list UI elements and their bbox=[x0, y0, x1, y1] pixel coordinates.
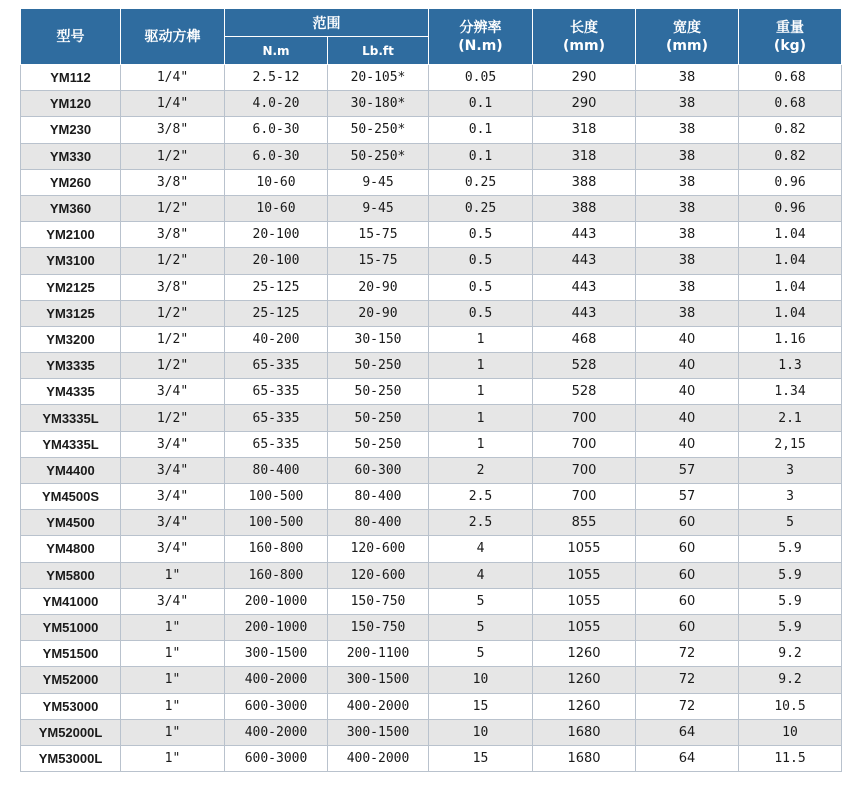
cell-weight: 2,15 bbox=[739, 431, 842, 457]
cell-range-nm: 160-800 bbox=[225, 536, 328, 562]
torque-wrench-spec-table bbox=[20, 8, 842, 772]
cell-width: 40 bbox=[636, 379, 739, 405]
cell-weight: 5 bbox=[739, 510, 842, 536]
cell-weight: 0.68 bbox=[739, 65, 842, 91]
cell-range-lbft: 400-2000 bbox=[328, 693, 429, 719]
cell-weight: 1.04 bbox=[739, 222, 842, 248]
cell-resolution: 1 bbox=[429, 379, 533, 405]
cell-range-nm: 10-60 bbox=[225, 169, 328, 195]
cell-range-lbft: 50-250 bbox=[328, 405, 429, 431]
cell-weight: 10 bbox=[739, 719, 842, 745]
header-weight bbox=[739, 9, 842, 65]
cell-range-nm: 600-3000 bbox=[225, 693, 328, 719]
header-model: 型号 bbox=[21, 9, 121, 65]
cell-range-lbft: 15-75 bbox=[328, 222, 429, 248]
cell-range-lbft: 80-400 bbox=[328, 484, 429, 510]
cell-drive: 3/8" bbox=[121, 117, 225, 143]
cell-length: 528 bbox=[533, 379, 636, 405]
cell-length: 700 bbox=[533, 431, 636, 457]
cell-range-nm: 400-2000 bbox=[225, 667, 328, 693]
cell-model: YM4400 bbox=[21, 457, 121, 483]
cell-weight: 2.1 bbox=[739, 405, 842, 431]
cell-drive: 3/8" bbox=[121, 169, 225, 195]
table-row bbox=[21, 641, 842, 667]
cell-width: 38 bbox=[636, 274, 739, 300]
cell-range-nm: 100-500 bbox=[225, 484, 328, 510]
header-length-unit: (mm) bbox=[563, 37, 605, 54]
cell-length: 855 bbox=[533, 510, 636, 536]
cell-drive: 1" bbox=[121, 614, 225, 640]
cell-drive: 1/4" bbox=[121, 65, 225, 91]
cell-range-nm: 300-1500 bbox=[225, 641, 328, 667]
cell-weight: 5.9 bbox=[739, 562, 842, 588]
cell-width: 40 bbox=[636, 431, 739, 457]
table-row bbox=[21, 222, 842, 248]
cell-resolution: 15 bbox=[429, 745, 533, 771]
cell-resolution: 0.5 bbox=[429, 274, 533, 300]
cell-length: 318 bbox=[533, 143, 636, 169]
cell-length: 290 bbox=[533, 91, 636, 117]
cell-length: 468 bbox=[533, 326, 636, 352]
cell-model: YM5800 bbox=[21, 562, 121, 588]
cell-range-lbft: 150-750 bbox=[328, 614, 429, 640]
cell-range-lbft: 150-750 bbox=[328, 588, 429, 614]
cell-drive: 3/4" bbox=[121, 457, 225, 483]
header-width-unit: (mm) bbox=[666, 37, 708, 54]
cell-range-nm: 160-800 bbox=[225, 562, 328, 588]
table-row bbox=[21, 353, 842, 379]
cell-model: YM230 bbox=[21, 117, 121, 143]
cell-weight: 1.04 bbox=[739, 248, 842, 274]
table-row bbox=[21, 195, 842, 221]
cell-resolution: 1 bbox=[429, 431, 533, 457]
cell-range-lbft: 300-1500 bbox=[328, 667, 429, 693]
cell-resolution: 5 bbox=[429, 641, 533, 667]
cell-weight: 5.9 bbox=[739, 536, 842, 562]
cell-model: YM52000 bbox=[21, 667, 121, 693]
cell-length: 528 bbox=[533, 353, 636, 379]
cell-model: YM4335L bbox=[21, 431, 121, 457]
table-row bbox=[21, 326, 842, 352]
cell-weight: 0.96 bbox=[739, 195, 842, 221]
cell-width: 38 bbox=[636, 169, 739, 195]
cell-range-lbft: 30-180* bbox=[328, 91, 429, 117]
cell-model: YM3125 bbox=[21, 300, 121, 326]
cell-resolution: 0.1 bbox=[429, 117, 533, 143]
header-resolution-label: 分辨率 bbox=[459, 19, 502, 36]
cell-drive: 1/2" bbox=[121, 300, 225, 326]
cell-weight: 1.16 bbox=[739, 326, 842, 352]
cell-resolution: 1 bbox=[429, 353, 533, 379]
cell-length: 443 bbox=[533, 300, 636, 326]
cell-weight: 3 bbox=[739, 484, 842, 510]
cell-length: 443 bbox=[533, 222, 636, 248]
cell-width: 38 bbox=[636, 143, 739, 169]
cell-resolution: 15 bbox=[429, 693, 533, 719]
cell-model: YM41000 bbox=[21, 588, 121, 614]
cell-drive: 3/4" bbox=[121, 510, 225, 536]
cell-model: YM4500S bbox=[21, 484, 121, 510]
cell-range-nm: 20-100 bbox=[225, 248, 328, 274]
cell-drive: 1" bbox=[121, 562, 225, 588]
cell-weight: 9.2 bbox=[739, 667, 842, 693]
cell-range-nm: 40-200 bbox=[225, 326, 328, 352]
cell-length: 1055 bbox=[533, 562, 636, 588]
cell-resolution: 4 bbox=[429, 562, 533, 588]
table-row bbox=[21, 693, 842, 719]
cell-range-nm: 400-2000 bbox=[225, 719, 328, 745]
table-row bbox=[21, 484, 842, 510]
cell-width: 38 bbox=[636, 91, 739, 117]
cell-resolution: 0.25 bbox=[429, 169, 533, 195]
cell-width: 64 bbox=[636, 745, 739, 771]
cell-range-nm: 600-3000 bbox=[225, 745, 328, 771]
table-row bbox=[21, 169, 842, 195]
cell-model: YM330 bbox=[21, 143, 121, 169]
cell-drive: 3/8" bbox=[121, 274, 225, 300]
cell-model: YM112 bbox=[21, 65, 121, 91]
cell-model: YM260 bbox=[21, 169, 121, 195]
header-width-label: 宽度 bbox=[673, 19, 701, 36]
table-body bbox=[21, 65, 842, 772]
cell-drive: 1" bbox=[121, 693, 225, 719]
table-row bbox=[21, 65, 842, 91]
cell-range-nm: 80-400 bbox=[225, 457, 328, 483]
cell-width: 64 bbox=[636, 719, 739, 745]
header-resolution-unit: (N.m) bbox=[458, 37, 503, 54]
cell-range-nm: 25-125 bbox=[225, 274, 328, 300]
cell-drive: 1" bbox=[121, 745, 225, 771]
cell-width: 57 bbox=[636, 484, 739, 510]
cell-resolution: 10 bbox=[429, 719, 533, 745]
cell-range-lbft: 20-105* bbox=[328, 65, 429, 91]
table-row bbox=[21, 510, 842, 536]
cell-range-lbft: 200-1100 bbox=[328, 641, 429, 667]
cell-range-nm: 20-100 bbox=[225, 222, 328, 248]
table-row bbox=[21, 91, 842, 117]
cell-length: 1055 bbox=[533, 588, 636, 614]
cell-range-lbft: 20-90 bbox=[328, 300, 429, 326]
cell-weight: 11.5 bbox=[739, 745, 842, 771]
cell-drive: 3/4" bbox=[121, 484, 225, 510]
cell-length: 388 bbox=[533, 169, 636, 195]
cell-model: YM3335L bbox=[21, 405, 121, 431]
header-length-label: 长度 bbox=[570, 19, 598, 36]
table-row bbox=[21, 300, 842, 326]
cell-model: YM360 bbox=[21, 195, 121, 221]
cell-range-nm: 6.0-30 bbox=[225, 143, 328, 169]
cell-range-nm: 6.0-30 bbox=[225, 117, 328, 143]
cell-length: 1680 bbox=[533, 719, 636, 745]
cell-model: YM52000L bbox=[21, 719, 121, 745]
cell-length: 318 bbox=[533, 117, 636, 143]
cell-drive: 1" bbox=[121, 719, 225, 745]
table-row bbox=[21, 379, 842, 405]
cell-resolution: 0.5 bbox=[429, 222, 533, 248]
cell-range-lbft: 50-250* bbox=[328, 143, 429, 169]
header-resolution bbox=[429, 9, 533, 65]
cell-range-nm: 65-335 bbox=[225, 379, 328, 405]
table-row bbox=[21, 614, 842, 640]
cell-width: 60 bbox=[636, 510, 739, 536]
table-row bbox=[21, 117, 842, 143]
table-row bbox=[21, 274, 842, 300]
cell-resolution: 5 bbox=[429, 614, 533, 640]
cell-width: 57 bbox=[636, 457, 739, 483]
cell-model: YM2100 bbox=[21, 222, 121, 248]
table-header bbox=[21, 9, 842, 65]
cell-width: 72 bbox=[636, 693, 739, 719]
cell-range-lbft: 50-250 bbox=[328, 431, 429, 457]
cell-width: 40 bbox=[636, 326, 739, 352]
cell-weight: 1.34 bbox=[739, 379, 842, 405]
cell-resolution: 0.1 bbox=[429, 91, 533, 117]
cell-resolution: 0.25 bbox=[429, 195, 533, 221]
cell-width: 40 bbox=[636, 405, 739, 431]
cell-range-nm: 65-335 bbox=[225, 353, 328, 379]
table-row bbox=[21, 536, 842, 562]
cell-resolution: 2 bbox=[429, 457, 533, 483]
cell-resolution: 1 bbox=[429, 405, 533, 431]
cell-model: YM3200 bbox=[21, 326, 121, 352]
header-weight-label: 重量 bbox=[776, 19, 804, 36]
cell-range-lbft: 400-2000 bbox=[328, 745, 429, 771]
cell-length: 1260 bbox=[533, 641, 636, 667]
cell-width: 60 bbox=[636, 536, 739, 562]
cell-weight: 0.82 bbox=[739, 143, 842, 169]
cell-model: YM3335 bbox=[21, 353, 121, 379]
cell-width: 40 bbox=[636, 353, 739, 379]
table-row bbox=[21, 719, 842, 745]
cell-length: 388 bbox=[533, 195, 636, 221]
cell-drive: 3/4" bbox=[121, 431, 225, 457]
cell-model: YM53000 bbox=[21, 693, 121, 719]
cell-resolution: 0.1 bbox=[429, 143, 533, 169]
cell-length: 290 bbox=[533, 65, 636, 91]
cell-drive: 1/2" bbox=[121, 326, 225, 352]
cell-model: YM51500 bbox=[21, 641, 121, 667]
table-row bbox=[21, 143, 842, 169]
cell-range-nm: 2.5-12 bbox=[225, 65, 328, 91]
cell-length: 443 bbox=[533, 274, 636, 300]
cell-range-lbft: 120-600 bbox=[328, 536, 429, 562]
cell-model: YM120 bbox=[21, 91, 121, 117]
cell-drive: 1/2" bbox=[121, 248, 225, 274]
cell-weight: 1.04 bbox=[739, 274, 842, 300]
cell-drive: 1/2" bbox=[121, 195, 225, 221]
cell-model: YM53000L bbox=[21, 745, 121, 771]
cell-length: 700 bbox=[533, 484, 636, 510]
cell-width: 60 bbox=[636, 562, 739, 588]
cell-model: YM3100 bbox=[21, 248, 121, 274]
cell-range-nm: 100-500 bbox=[225, 510, 328, 536]
cell-width: 60 bbox=[636, 614, 739, 640]
cell-length: 700 bbox=[533, 405, 636, 431]
cell-length: 1055 bbox=[533, 614, 636, 640]
cell-range-lbft: 50-250 bbox=[328, 353, 429, 379]
cell-model: YM51000 bbox=[21, 614, 121, 640]
cell-drive: 3/4" bbox=[121, 379, 225, 405]
cell-range-lbft: 50-250 bbox=[328, 379, 429, 405]
cell-resolution: 0.5 bbox=[429, 300, 533, 326]
cell-weight: 0.96 bbox=[739, 169, 842, 195]
cell-drive: 1/2" bbox=[121, 143, 225, 169]
header-drive: 驱动方榫 bbox=[121, 9, 225, 65]
header-range-lbft: Lb.ft bbox=[328, 37, 429, 65]
cell-range-nm: 25-125 bbox=[225, 300, 328, 326]
cell-model: YM4800 bbox=[21, 536, 121, 562]
cell-width: 38 bbox=[636, 300, 739, 326]
cell-length: 1260 bbox=[533, 693, 636, 719]
cell-range-lbft: 50-250* bbox=[328, 117, 429, 143]
cell-width: 38 bbox=[636, 222, 739, 248]
cell-drive: 3/4" bbox=[121, 588, 225, 614]
cell-resolution: 0.5 bbox=[429, 248, 533, 274]
cell-range-nm: 65-335 bbox=[225, 431, 328, 457]
cell-resolution: 4 bbox=[429, 536, 533, 562]
table-row bbox=[21, 457, 842, 483]
cell-resolution: 10 bbox=[429, 667, 533, 693]
header-width bbox=[636, 9, 739, 65]
cell-range-nm: 200-1000 bbox=[225, 614, 328, 640]
cell-model: YM4335 bbox=[21, 379, 121, 405]
cell-range-nm: 4.0-20 bbox=[225, 91, 328, 117]
cell-range-nm: 10-60 bbox=[225, 195, 328, 221]
table-row bbox=[21, 667, 842, 693]
cell-weight: 5.9 bbox=[739, 614, 842, 640]
cell-model: YM2125 bbox=[21, 274, 121, 300]
table-row bbox=[21, 431, 842, 457]
cell-model: YM4500 bbox=[21, 510, 121, 536]
table-row bbox=[21, 588, 842, 614]
cell-weight: 0.68 bbox=[739, 91, 842, 117]
cell-drive: 3/4" bbox=[121, 536, 225, 562]
cell-drive: 1/4" bbox=[121, 91, 225, 117]
cell-width: 72 bbox=[636, 641, 739, 667]
cell-resolution: 2.5 bbox=[429, 510, 533, 536]
table-row bbox=[21, 405, 842, 431]
cell-drive: 1" bbox=[121, 641, 225, 667]
header-length bbox=[533, 9, 636, 65]
table-row bbox=[21, 248, 842, 274]
cell-width: 72 bbox=[636, 667, 739, 693]
header-range-nm: N.m bbox=[225, 37, 328, 65]
cell-range-lbft: 30-150 bbox=[328, 326, 429, 352]
cell-length: 1680 bbox=[533, 745, 636, 771]
cell-weight: 9.2 bbox=[739, 641, 842, 667]
cell-weight: 5.9 bbox=[739, 588, 842, 614]
cell-width: 38 bbox=[636, 248, 739, 274]
cell-width: 38 bbox=[636, 117, 739, 143]
cell-range-lbft: 9-45 bbox=[328, 169, 429, 195]
cell-drive: 1/2" bbox=[121, 405, 225, 431]
cell-weight: 1.3 bbox=[739, 353, 842, 379]
cell-width: 38 bbox=[636, 195, 739, 221]
cell-length: 1055 bbox=[533, 536, 636, 562]
cell-weight: 0.82 bbox=[739, 117, 842, 143]
cell-resolution: 2.5 bbox=[429, 484, 533, 510]
cell-range-lbft: 60-300 bbox=[328, 457, 429, 483]
header-weight-unit: (kg) bbox=[773, 37, 807, 54]
cell-range-nm: 200-1000 bbox=[225, 588, 328, 614]
cell-width: 38 bbox=[636, 65, 739, 91]
cell-range-lbft: 9-45 bbox=[328, 195, 429, 221]
cell-length: 443 bbox=[533, 248, 636, 274]
cell-range-lbft: 120-600 bbox=[328, 562, 429, 588]
cell-resolution: 5 bbox=[429, 588, 533, 614]
cell-weight: 10.5 bbox=[739, 693, 842, 719]
cell-weight: 3 bbox=[739, 457, 842, 483]
cell-drive: 1" bbox=[121, 667, 225, 693]
cell-weight: 1.04 bbox=[739, 300, 842, 326]
cell-drive: 1/2" bbox=[121, 353, 225, 379]
cell-length: 700 bbox=[533, 457, 636, 483]
cell-range-lbft: 80-400 bbox=[328, 510, 429, 536]
cell-resolution: 1 bbox=[429, 326, 533, 352]
cell-range-lbft: 20-90 bbox=[328, 274, 429, 300]
cell-range-nm: 65-335 bbox=[225, 405, 328, 431]
cell-drive: 3/8" bbox=[121, 222, 225, 248]
cell-resolution: 0.05 bbox=[429, 65, 533, 91]
table-row bbox=[21, 562, 842, 588]
header-range: 范围 bbox=[225, 9, 429, 37]
table-row bbox=[21, 745, 842, 771]
header-row-1 bbox=[21, 9, 842, 37]
cell-range-lbft: 15-75 bbox=[328, 248, 429, 274]
cell-length: 1260 bbox=[533, 667, 636, 693]
cell-range-lbft: 300-1500 bbox=[328, 719, 429, 745]
cell-width: 60 bbox=[636, 588, 739, 614]
